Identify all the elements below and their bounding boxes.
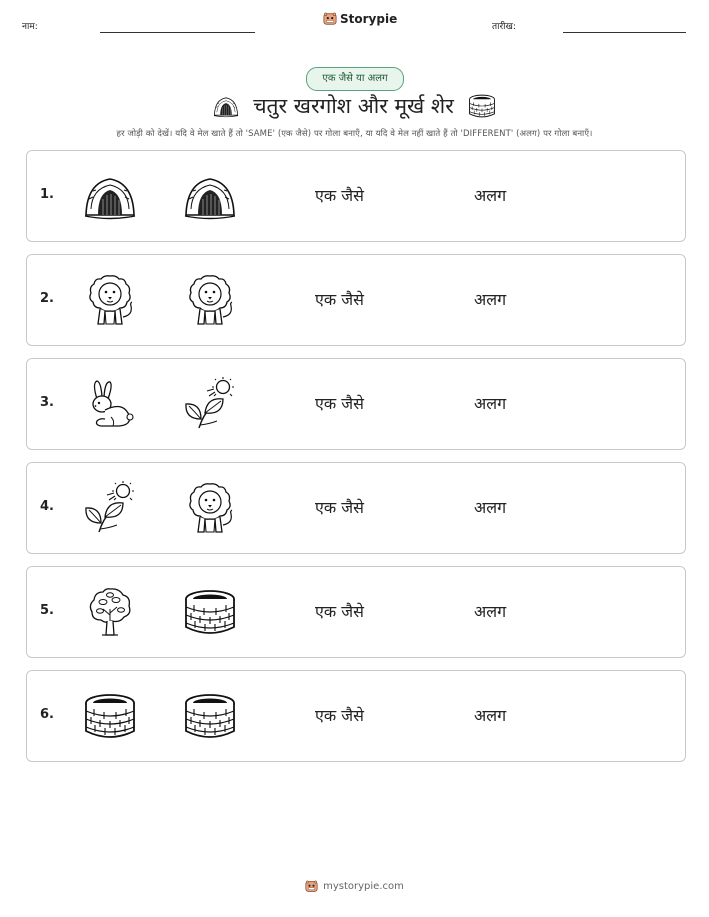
lion-icon: [183, 273, 237, 327]
pair-row: [26, 150, 686, 242]
name-label: नाम:: [22, 22, 38, 32]
pair-row: [26, 670, 686, 762]
well-icon: [183, 689, 237, 743]
item-number: 5.: [40, 603, 54, 618]
same-option[interactable]: एक जैसे: [315, 498, 364, 517]
item-number: 6.: [40, 707, 54, 722]
same-option[interactable]: एक जैसे: [315, 394, 364, 413]
same-option[interactable]: एक जैसे: [315, 706, 364, 725]
brand-logo: [323, 12, 397, 26]
same-option[interactable]: एक जैसे: [315, 602, 364, 621]
cave-icon: [183, 169, 237, 223]
mascot-icon: [323, 12, 337, 26]
worksheet-type-badge: एक जैसे या अलग: [306, 67, 404, 91]
different-option[interactable]: अलग: [474, 498, 507, 517]
different-option[interactable]: अलग: [474, 186, 507, 205]
lion-icon: [83, 273, 137, 327]
worksheet-title: चतुर खरगोश और मूर्ख शेर: [253, 94, 454, 118]
brand-name: Storypie: [340, 12, 398, 26]
mascot-icon: [305, 880, 318, 893]
plant-sun-icon: [83, 481, 137, 535]
well-icon: [468, 92, 496, 120]
same-option[interactable]: एक जैसे: [315, 186, 364, 205]
plant-sun-icon: [183, 377, 237, 431]
cave-icon: [213, 93, 239, 119]
footer-url[interactable]: mystorypie.com: [323, 881, 404, 892]
well-icon: [83, 689, 137, 743]
page-footer: [0, 880, 709, 893]
title-row: [0, 90, 709, 122]
pair-row: [26, 358, 686, 450]
different-option[interactable]: अलग: [474, 602, 507, 621]
item-number: 1.: [40, 187, 54, 202]
same-option[interactable]: एक जैसे: [315, 290, 364, 309]
different-option[interactable]: अलग: [474, 394, 507, 413]
well-icon: [183, 585, 237, 639]
instructions: हर जोड़ी को देखें। यदि वे मेल खाते हैं तो 'SAME' (एक जैसे) पर गोला बनाएँ, या यदि वे मेल नहीं खाते हैं तो 'DIFFERENT' (अलग) पर गोला बनाएँ।: [116, 129, 593, 139]
item-number: 3.: [40, 395, 54, 410]
different-option[interactable]: अलग: [474, 706, 507, 725]
date-line[interactable]: [563, 32, 686, 33]
lion-icon: [183, 481, 237, 535]
page-header: [0, 0, 709, 40]
pair-row: [26, 254, 686, 346]
tree-icon: [83, 585, 137, 639]
different-option[interactable]: अलग: [474, 290, 507, 309]
item-number: 4.: [40, 499, 54, 514]
name-line[interactable]: [100, 32, 255, 33]
date-label: तारीख:: [492, 22, 516, 32]
pair-row: [26, 462, 686, 554]
cave-icon: [83, 169, 137, 223]
pair-row: [26, 566, 686, 658]
rabbit-icon: [83, 377, 137, 431]
item-number: 2.: [40, 291, 54, 306]
